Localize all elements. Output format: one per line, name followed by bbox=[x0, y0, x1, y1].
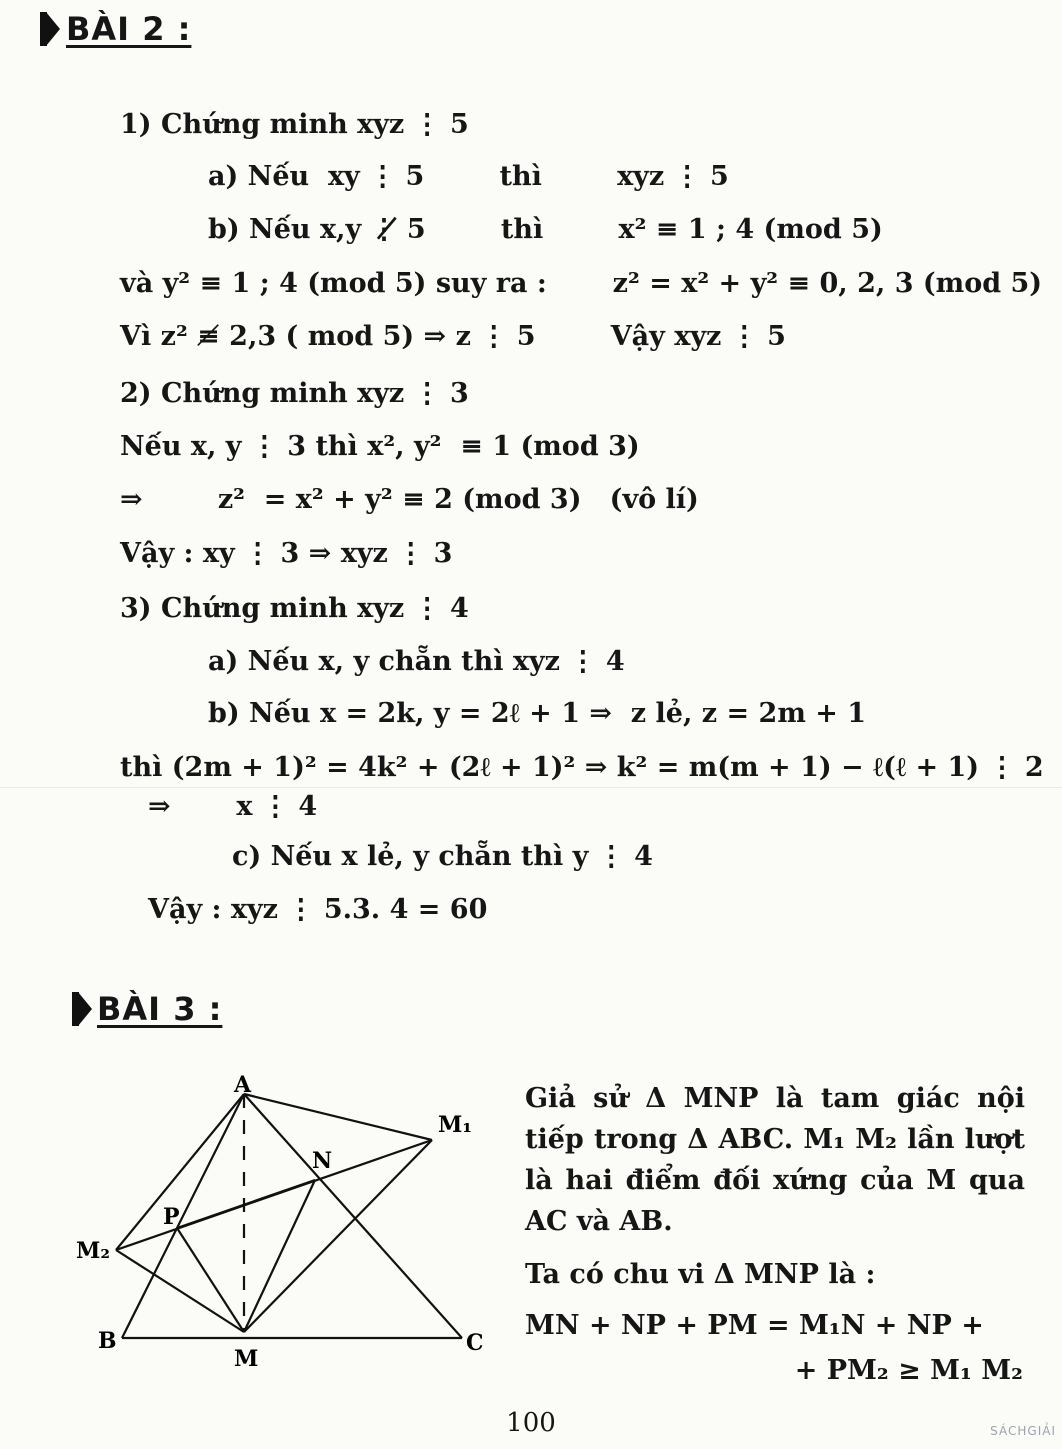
segment-M2M bbox=[116, 1250, 244, 1332]
bai3-paragraph-2: Ta có chu vi Δ MNP là : bbox=[525, 1259, 876, 1290]
bai2-heading: BÀI 2 : bbox=[66, 10, 192, 48]
label-M2: M₂ bbox=[76, 1238, 110, 1264]
bai3-paragraph-1: Giả sử Δ MNP là tam giác nội tiếp trong Δ ABC. M₁ M₂ lần lượt là hai điểm đối xứng của M qua AC và AB. bbox=[525, 1083, 1025, 1237]
bai3-formula-1: MN + NP + PM = M₁N + NP + bbox=[525, 1310, 984, 1341]
bai2-line-13: thì (2m + 1)² = 4k² + (2ℓ + 1)² ⇒ k² = m(m + 1) − ℓ(ℓ + 1) ⋮ 2 bbox=[120, 752, 1044, 783]
scan-line-divider bbox=[0, 787, 1062, 788]
bai2-line-6: 2) Chứng minh xyz ⋮ 3 bbox=[120, 378, 469, 409]
watermark-logo: SÁCHGIẢI bbox=[990, 1424, 1056, 1438]
bai3-formula-2: + PM₂ ≥ M₁ M₂ bbox=[794, 1355, 1023, 1386]
bai2-line-7: Nếu x, y ⋮ 3 thì x², y² ≡ 1 (mod 3) bbox=[120, 431, 640, 462]
segment-AC bbox=[244, 1094, 462, 1338]
triangle-figure bbox=[60, 1070, 560, 1380]
bai2-line-12: b) Nếu x = 2k, y = 2ℓ + 1 ⇒ z lẻ, z = 2m + 1 bbox=[208, 698, 867, 729]
segment-M1M bbox=[244, 1140, 432, 1332]
bai2-line-10: 3) Chứng minh xyz ⋮ 4 bbox=[120, 593, 469, 624]
bai2-line-3: b) Nếu x,y ⋮̸ 5 thì x² ≡ 1 ; 4 (mod 5) bbox=[208, 214, 883, 245]
label-M: M bbox=[234, 1346, 259, 1372]
bai2-line-15: c) Nếu x lẻ, y chẵn thì y ⋮ 4 bbox=[232, 841, 653, 872]
label-N: N bbox=[312, 1148, 333, 1174]
label-P: P bbox=[163, 1204, 180, 1230]
bai2-line-16: Vậy : xyz ⋮ 5.3. 4 = 60 bbox=[148, 894, 488, 925]
bai2-line-2: a) Nếu xy ⋮ 5 thì xyz ⋮ 5 bbox=[208, 161, 729, 192]
label-M1: M₁ bbox=[438, 1112, 472, 1138]
segment-MP bbox=[177, 1228, 244, 1332]
bai2-line-5: Vì z² ≢ 2,3 ( mod 5) ⇒ z ⋮ 5 Vậy xyz ⋮ 5 bbox=[120, 321, 786, 352]
bai3-text-block bbox=[525, 1078, 1025, 1391]
label-B: B bbox=[98, 1328, 117, 1354]
segment-AM1 bbox=[244, 1094, 432, 1140]
bai3-heading: BÀI 3 : bbox=[97, 990, 223, 1028]
label-A: A bbox=[234, 1072, 252, 1098]
segment-AB bbox=[122, 1094, 244, 1338]
bai2-line-14: ⇒ x ⋮ 4 bbox=[148, 791, 318, 822]
label-C: C bbox=[466, 1330, 484, 1356]
page-number: 100 bbox=[506, 1408, 556, 1438]
bai2-line-8: ⇒ z² = x² + y² ≡ 2 (mod 3) (vô lí) bbox=[120, 484, 699, 515]
bai2-line-1: 1) Chứng minh xyz ⋮ 5 bbox=[120, 109, 469, 140]
bai2-line-11: a) Nếu x, y chẵn thì xyz ⋮ 4 bbox=[208, 646, 625, 677]
bai2-line-9: Vậy : xy ⋮ 3 ⇒ xyz ⋮ 3 bbox=[120, 538, 453, 569]
heading-marker-icon bbox=[78, 992, 92, 1026]
heading-marker-icon bbox=[46, 12, 60, 46]
bai2-line-4: và y² ≡ 1 ; 4 (mod 5) suy ra : z² = x² + y² ≡ 0, 2, 3 (mod 5) bbox=[120, 268, 1043, 299]
